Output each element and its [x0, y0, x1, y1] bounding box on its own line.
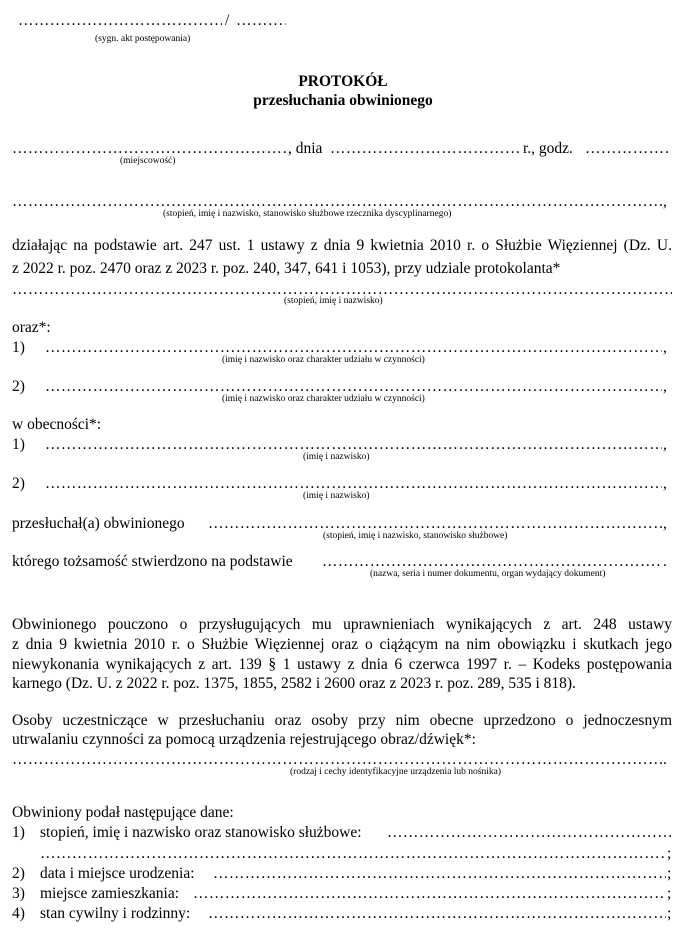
comma: ,: [663, 515, 667, 532]
comma: ,: [663, 436, 667, 453]
period: .: [663, 553, 667, 570]
data-4-number: 4): [12, 905, 25, 922]
also-item-2-caption: (imię i nazwisko oraz charakter udziału w czynności): [222, 394, 425, 404]
presence-label: w obecności*:: [12, 416, 102, 433]
comma: ,: [663, 193, 667, 210]
recorder-caption: (stopień, imię i nazwisko): [284, 296, 383, 306]
semicolon: ;: [667, 845, 672, 862]
interrogated-caption: (stopień, imię i nazwisko, stanowisko służbowe): [323, 531, 508, 541]
data-3-number: 3): [12, 885, 25, 902]
also-label: oraz*:: [12, 319, 51, 336]
presence-item-2-caption: (imię i nazwisko): [303, 491, 370, 501]
presence-item-1-number: 1): [12, 436, 25, 453]
data-2-dots[interactable]: [213, 865, 666, 883]
presence-item-1-caption: (imię i nazwisko): [303, 452, 370, 462]
instruction-line-1: Obwinionego pouczono o przysługujących mu uprawnieniach wynikających z art. 248 ustawy: [12, 616, 672, 633]
place-caption: (miejscowość): [120, 156, 176, 166]
hour-dots[interactable]: [585, 140, 671, 158]
data-1-label: stopień, imię i nazwisko oraz stanowisko służbowe:: [40, 824, 362, 841]
comma: ,: [663, 475, 667, 492]
case-ref-caption: (sygn. akt postępowania): [95, 34, 191, 44]
also-item-2-number: 2): [12, 378, 25, 395]
data-intro: Obwiniony podał następujące dane:: [12, 804, 234, 821]
data-2-number: 2): [12, 865, 25, 882]
hour-label: r., godz.: [523, 140, 573, 157]
case-number-dots[interactable]: [18, 12, 222, 30]
recording-caption: (rodzaj i cechy identyfikacyjne urządzenia lub nośnika): [290, 767, 502, 777]
basis-line-1: działając na podstawie art. 247 ust. 1 ustawy z dnia 9 kwietnia 2010 r. o Służbie Więziennej (Dz. U.: [12, 237, 672, 254]
semicolon: ;: [667, 865, 672, 882]
case-ref-separator: /: [225, 12, 230, 29]
data-1-number: 1): [12, 824, 25, 841]
instruction-line-3: niewykonania wynikających z art. 139 § 1 ustawy z dnia 6 czerwca 1997 r. – Kodeks postępowania: [12, 656, 672, 673]
identity-caption: (nazwa, seria i numer dokumentu, organ wydający dokument): [370, 569, 606, 579]
semicolon: ;: [667, 885, 672, 902]
data-3-dots[interactable]: [193, 885, 666, 903]
instruction-line-4: karnego (Dz. U. z 2022 r. poz. 1375, 1855, 2582 i 2600 oraz z 2023 r. poz. 289, 535 i 818).: [12, 675, 576, 692]
case-year-dots[interactable]: [236, 12, 286, 30]
presence-item-2-number: 2): [12, 475, 25, 492]
period: .: [663, 751, 667, 768]
date-label: , dnia: [288, 140, 323, 157]
recording-line-1: Osoby uczestniczące w przesłuchaniu oraz osoby przy nim obecne uprzedzono o jednoczesnym: [12, 712, 672, 729]
officer-caption: (stopień, imię i nazwisko, stanowisko służbowe rzecznika dyscyplinarnego): [163, 209, 452, 219]
data-3-label: miejsce zamieszkania:: [40, 885, 180, 902]
date-dots[interactable]: [330, 140, 520, 158]
data-4-dots[interactable]: [208, 905, 666, 923]
comma: ,: [663, 339, 667, 356]
basis-line-2: z 2022 r. poz. 2470 oraz z 2023 r. poz. 240, 347, 641 i 1053), przy udziale protokolanta*: [12, 260, 561, 277]
also-item-1-number: 1): [12, 339, 25, 356]
data-1-dots[interactable]: [387, 824, 672, 842]
data-4-label: stan cywilny i rodzinny:: [40, 905, 191, 922]
comma: ,: [663, 378, 667, 395]
data-2-label: data i miejsce urodzenia:: [40, 865, 195, 882]
semicolon: ;: [667, 905, 672, 922]
document-subtitle: przesłuchania obwinionego: [253, 92, 433, 109]
instruction-line-2: z dnia 9 kwietnia 2010 r. o Służbie Więziennej oraz o ciążącym na nim obowiązku i skutkach jego: [12, 636, 672, 653]
interrogated-label: przesłuchał(a) obwinionego: [12, 515, 185, 532]
document-title: PROTOKÓŁ: [298, 73, 388, 90]
recording-line-2: utrwalaniu czynności za pomocą urządzenia rejestrującego obraz/dźwięk*:: [12, 731, 476, 748]
data-1-dots-continued[interactable]: [40, 845, 666, 863]
also-item-1-caption: (imię i nazwisko oraz charakter udziału w czynności): [222, 355, 425, 365]
identity-label: którego tożsamość stwierdzono na podstawie: [12, 553, 293, 570]
